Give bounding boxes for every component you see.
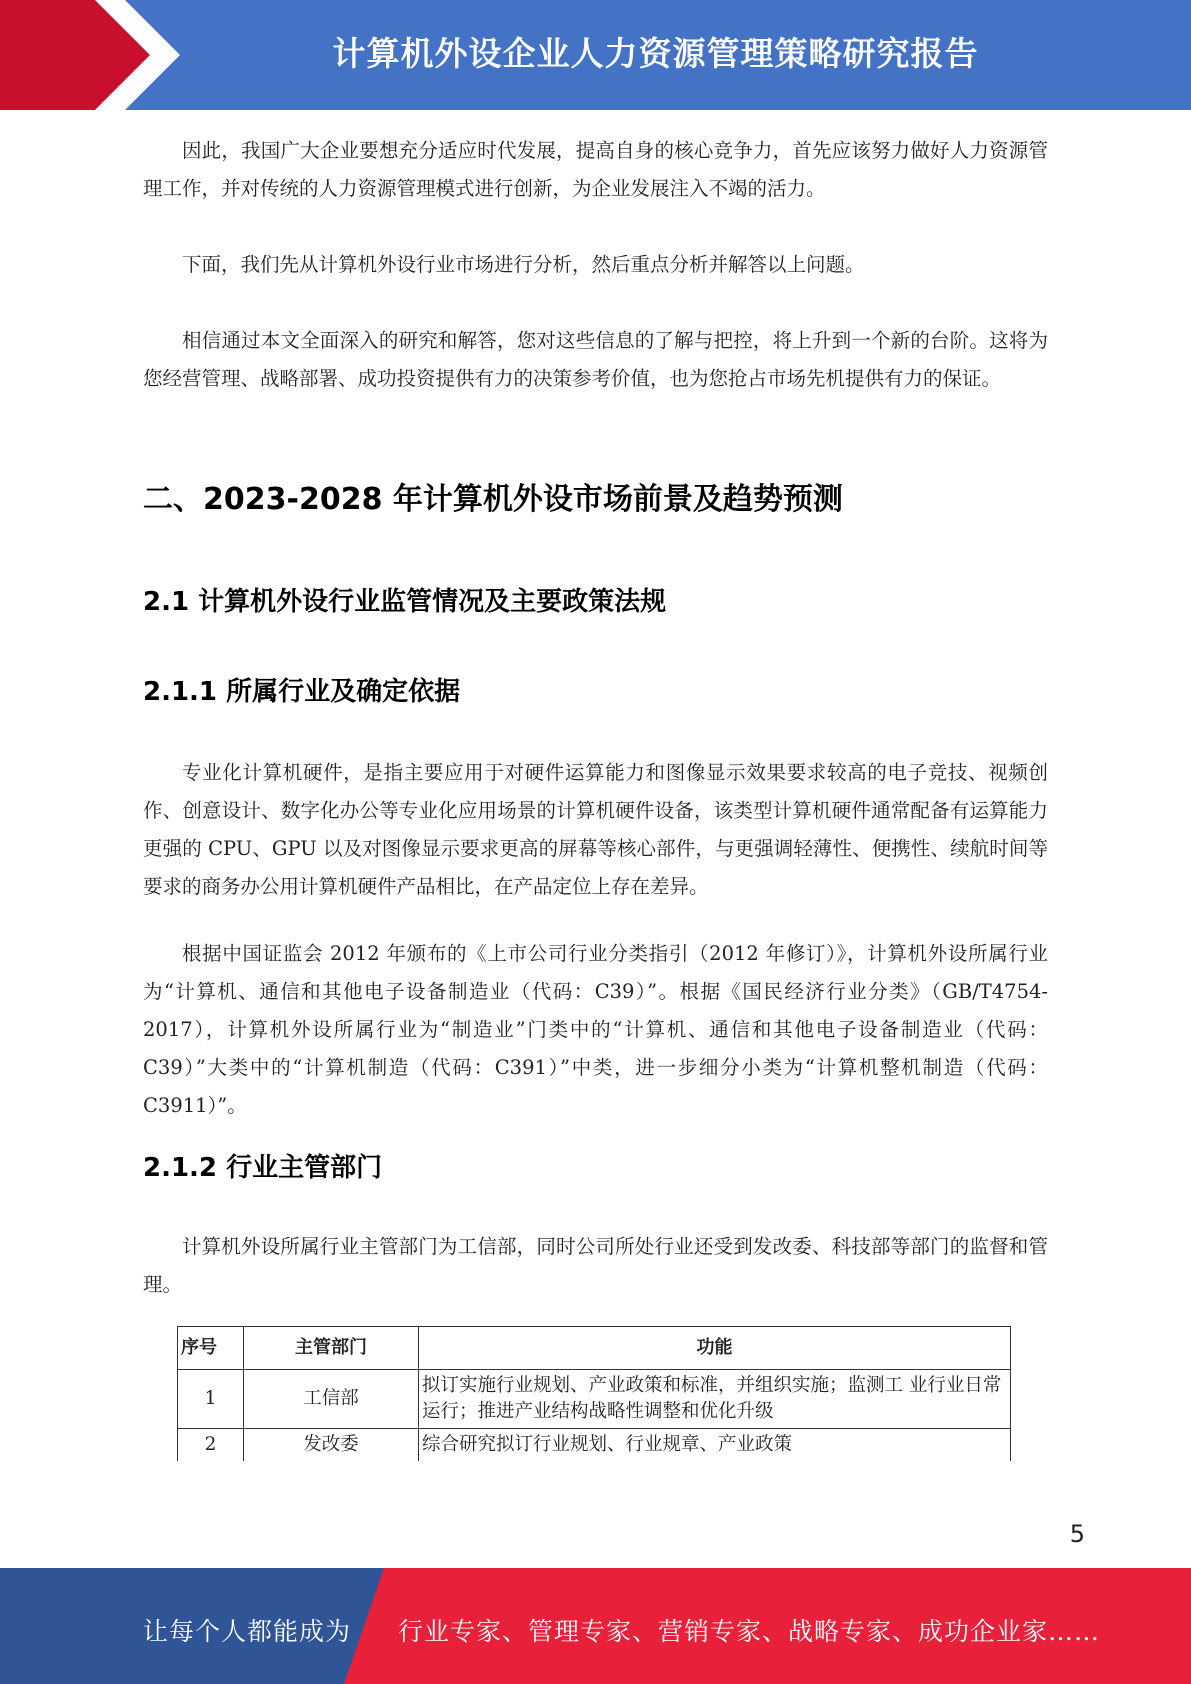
- paragraph-hardware-definition: 专业化计算机硬件，是指主要应用于对硬件运算能力和图像显示效果要求较高的电子竞技、视频创作、创意设计、数字化办公等专业化应用场景的计算机硬件设备，该类型计算机硬件通常配备有运算能力更强的 CPU、GPU 以及对图像显示要求更高的屏幕等核心部件，与更强调轻薄性、便携性、续航时间等要求的商务办公用计算机硬件产品相比，在产品定位上存在差异。: [143, 761, 1048, 898]
- section-heading-2: 二、2023-2028 年计算机外设市场前景及趋势预测: [143, 482, 843, 517]
- subsubsection-heading-2-1-1: 2.1.1 所属行业及确定依据: [143, 677, 461, 707]
- paragraph-value-statement: 相信通过本文全面深入的研究和解答，您对这些信息的了解与把控，将上升到一个新的台阶。这将为您经营管理、战略部署、成功投资提供有力的决策参考价值，也为您抢占市场先机提供有力的保证。: [143, 329, 1048, 390]
- footer-slogan-right: 行业专家、管理专家、营销专家、战略专家、成功企业家……: [398, 1617, 1101, 1646]
- footer-slogan-left: 让每个人都能成为: [143, 1617, 352, 1646]
- paragraph-regulators: 计算机外设所属行业主管部门为工信部，同时公司所处行业还受到发改委、科技部等部门的监督和管理。: [143, 1235, 1048, 1296]
- subsubsection-heading-2-1-2: 2.1.2 行业主管部门: [143, 1153, 383, 1183]
- table-header-no: 序号: [178, 1327, 244, 1370]
- page-header: [0, 0, 1191, 110]
- table-header-row: [178, 1327, 1011, 1370]
- page-number: 5: [1069, 1520, 1085, 1548]
- header-title: 计算机外设企业人力资源管理策略研究报告: [332, 34, 979, 73]
- paragraph-industry-classification: 根据中国证监会 2012 年颁布的《上市公司行业分类指引（2012 年修订）》，计算机外设所属行业为“计算机、通信和其他电子设备制造业（代码：C39）”。根据《国民经济行业分类》（GB/T4754-2017），计算机外设所属行业为“制造业”门类中的“计算机、通信和其他电子设备制造业（代码：C39）”大类中的“计算机制造（代码：C391）”中类，进一步细分小类为“计算机整机制造（代码：C3911）”。: [143, 942, 1048, 1117]
- subsection-heading-2-1: 2.1 计算机外设行业监管情况及主要政策法规: [143, 587, 667, 617]
- table-cell-dept: 工信部: [244, 1370, 419, 1429]
- table-cell-function: 拟订实施行业规划、产业政策和标准，并组织实施；监测工 业行业日常运行；推进产业结构战略性调整和优化升级: [419, 1370, 1011, 1429]
- table-cell-dept: 发改委: [244, 1429, 419, 1462]
- paragraph-intro-conclusion: 因此，我国广大企业要想充分适应时代发展，提高自身的核心竞争力，首先应该努力做好人力资源管理工作，并对传统的人力资源管理模式进行创新，为企业发展注入不竭的活力。: [143, 139, 1048, 200]
- table-cell-function: 综合研究拟订行业规划、行业规章、产业政策: [419, 1429, 1011, 1462]
- table-cell-no: 1: [178, 1370, 244, 1429]
- table-header-dept: 主管部门: [244, 1327, 419, 1370]
- table-row: [178, 1429, 1011, 1462]
- regulator-table: [177, 1326, 1011, 1461]
- table-row: [178, 1370, 1011, 1429]
- paragraph-analysis-plan: 下面，我们先从计算机外设行业市场进行分析，然后重点分析并解答以上问题。: [182, 253, 865, 276]
- table-cell-no: 2: [178, 1429, 244, 1462]
- table-header-function: 功能: [419, 1327, 1011, 1370]
- page-footer: [0, 1568, 1191, 1684]
